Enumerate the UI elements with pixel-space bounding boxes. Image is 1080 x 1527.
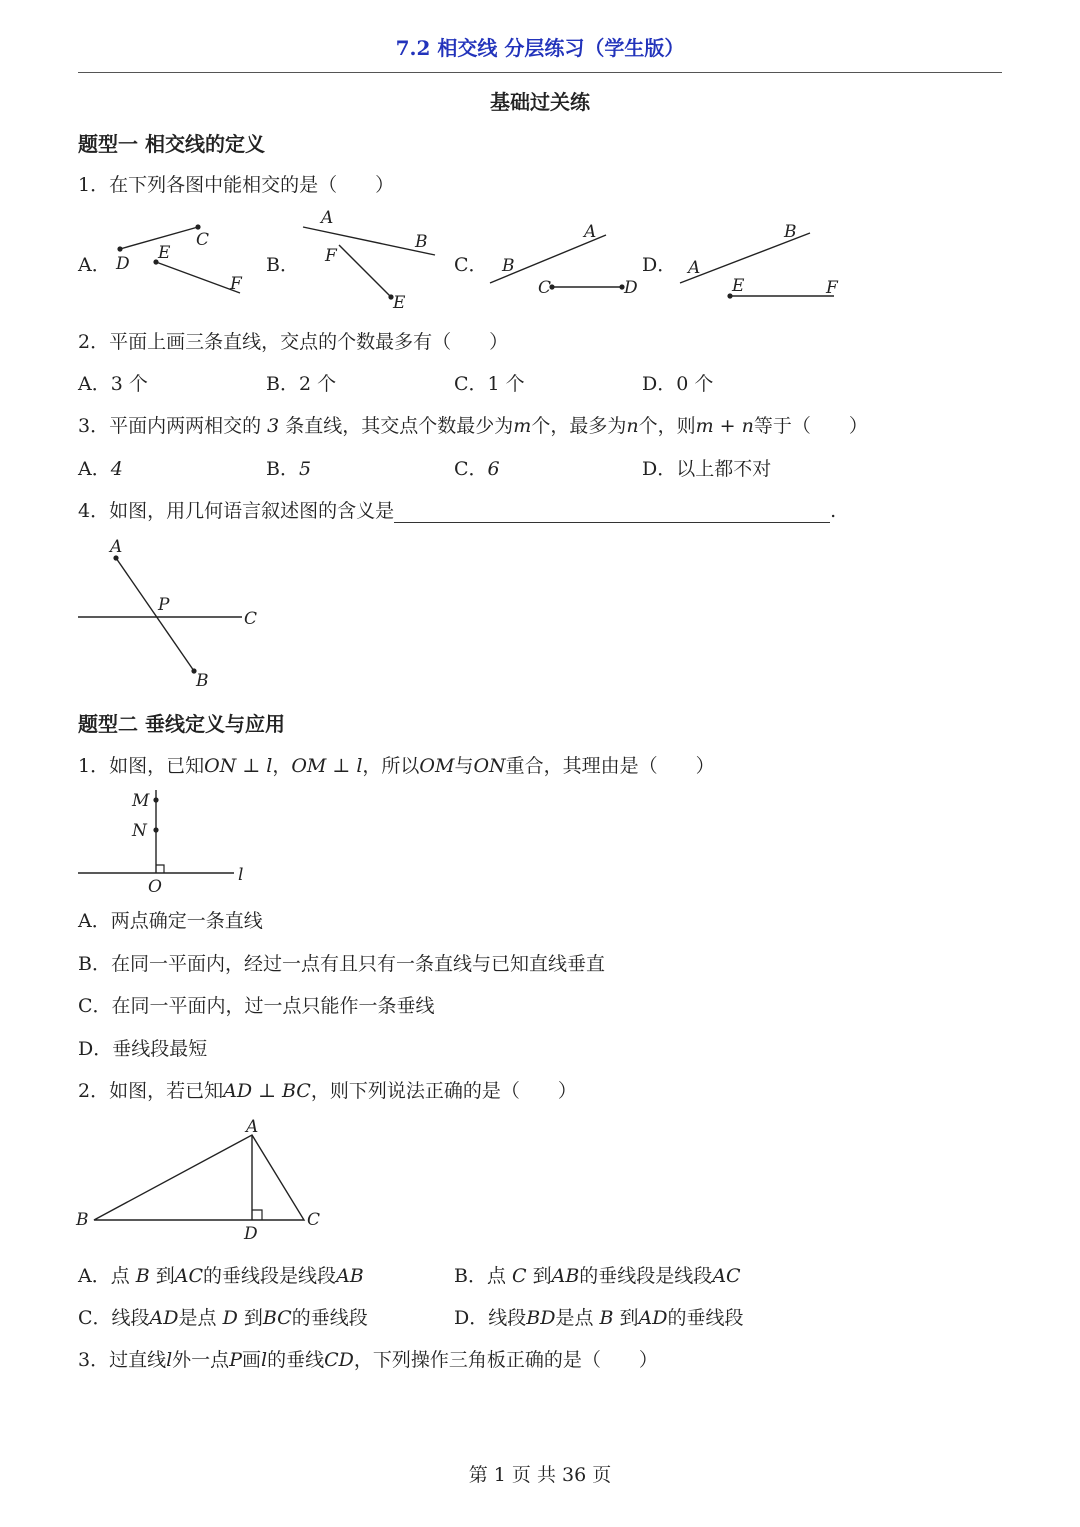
type2-q1-option-c: C．在同一平面内，过一点只能作一条垂线	[78, 995, 435, 1017]
t2q1-label-o: O	[148, 877, 162, 897]
t2q2-label-d: D	[244, 1224, 258, 1244]
fig-b-label-e: E	[393, 293, 406, 310]
q3-expr: m + n	[695, 415, 754, 437]
type1-q1-figure-b	[295, 205, 445, 310]
type1-q2-option-a: A．3 个	[78, 373, 148, 395]
type1-q1-option-d: D．	[642, 254, 677, 276]
type1-q3-option-a: A．4	[78, 458, 123, 480]
q3-count: 3	[267, 415, 280, 437]
type2-q2-option-d: D．线段BD是点 B 到AD的垂线段	[454, 1307, 744, 1329]
type1-q1-option-b: B．	[266, 254, 299, 276]
type1-q3-option-d: D．以上都不对	[642, 458, 772, 480]
type2-q1-text: 1．如图，已知ON ⊥ l，OM ⊥ l，所以OM与ON重合，其理由是（ ）	[78, 755, 715, 777]
type1-q1-text: 1．在下列各图中能相交的是（ ）	[78, 174, 395, 196]
fig-a-label-d: D	[116, 254, 130, 274]
type1-q4-figure	[76, 536, 276, 691]
fig-d-label-a: A	[688, 258, 701, 278]
type2-q2-option-b: B．点 C 到AB的垂线段是线段AC	[454, 1265, 741, 1287]
type1-q1-option-c: C．	[454, 254, 488, 276]
type2-q2-triangle-figure	[74, 1115, 334, 1245]
t2q1-label-n: N	[132, 821, 147, 841]
type2-q1-option-d: D．垂线段最短	[78, 1038, 208, 1060]
fig-b-label-f: F	[325, 246, 337, 266]
t2q2-label-c: C	[307, 1210, 321, 1230]
type1-q1-figure-a	[108, 205, 258, 300]
t2q2-label-a: A	[246, 1117, 259, 1137]
type2-q1-option-a: A．两点确定一条直线	[78, 910, 263, 932]
header-divider	[78, 72, 1002, 73]
type2-q2-text: 2．如图，若已知AD ⊥ BC，则下列说法正确的是（ ）	[78, 1080, 577, 1102]
fig-a-label-f: F	[230, 274, 242, 294]
fig-d-label-e: E	[732, 276, 745, 296]
fig-d-label-b: B	[784, 222, 797, 242]
type2-q2-option-c: C．线段AD是点 D 到BC的垂线段	[78, 1307, 368, 1329]
q4-label-b: B	[196, 671, 209, 691]
fig-c-label-b: B	[502, 256, 515, 276]
q4-label-a: A	[110, 537, 123, 557]
q3-var-m: m	[513, 415, 532, 437]
fig-a-label-c: C	[196, 230, 210, 250]
type1-q1-figure-c	[484, 215, 644, 305]
t2q2-label-b: B	[76, 1210, 89, 1230]
fig-b-label-b: B	[415, 232, 428, 252]
q4-label-c: C	[244, 609, 258, 629]
answer-blank[interactable]	[394, 504, 830, 523]
fig-c-label-d: D	[624, 278, 638, 298]
type1-q2-option-d: D．0 个	[642, 373, 714, 395]
type1-q2-option-b: B．2 个	[266, 373, 337, 395]
type1-q1-option-a: A．	[78, 254, 111, 276]
type1-q3-option-c: C．6	[454, 458, 500, 480]
type1-q1-figure-d	[674, 215, 854, 305]
type1-q2-option-c: C．1 个	[454, 373, 525, 395]
type1-q3-text: 3．平面内两两相交的 3 条直线，其交点个数最少为m个，最多为n个，则m + n等于（ ）	[78, 415, 868, 437]
section-title: 基础过关练	[490, 90, 590, 114]
type1-q2-text: 2．平面上画三条直线，交点的个数最多有（ ）	[78, 331, 509, 353]
fig-c-label-a: A	[584, 222, 597, 242]
type2-q1-option-b: B．在同一平面内，经过一点有且只有一条直线与已知直线垂直	[78, 953, 605, 975]
page-title: 7.2 相交线 分层练习（学生版）	[395, 36, 685, 60]
type2-q2-option-a: A．点 B 到AC的垂线段是线段AB	[78, 1265, 364, 1287]
type1-q4-text: 4．如图，用几何语言叙述图的含义是 .	[78, 500, 837, 522]
t2q1-label-m: M	[132, 791, 150, 811]
q4-label-p: P	[158, 595, 170, 615]
fig-b-label-a: A	[321, 208, 334, 228]
type2-q1-figure	[76, 786, 266, 898]
t2q1-label-l: l	[238, 865, 244, 885]
page-footer: 第 1 页 共 36 页	[468, 1464, 612, 1486]
type2-heading: 题型二 垂线定义与应用	[78, 712, 285, 736]
type2-q3-text: 3．过直线l外一点P画l的垂线CD，下列操作三角板正确的是（ ）	[78, 1349, 658, 1371]
fig-c-label-c: C	[538, 278, 552, 298]
fig-a-label-e: E	[158, 243, 171, 263]
type1-heading: 题型一 相交线的定义	[78, 132, 265, 156]
fig-d-label-f: F	[826, 278, 838, 298]
q3-var-n: n	[626, 415, 639, 437]
type1-q3-option-b: B．5	[266, 458, 312, 480]
